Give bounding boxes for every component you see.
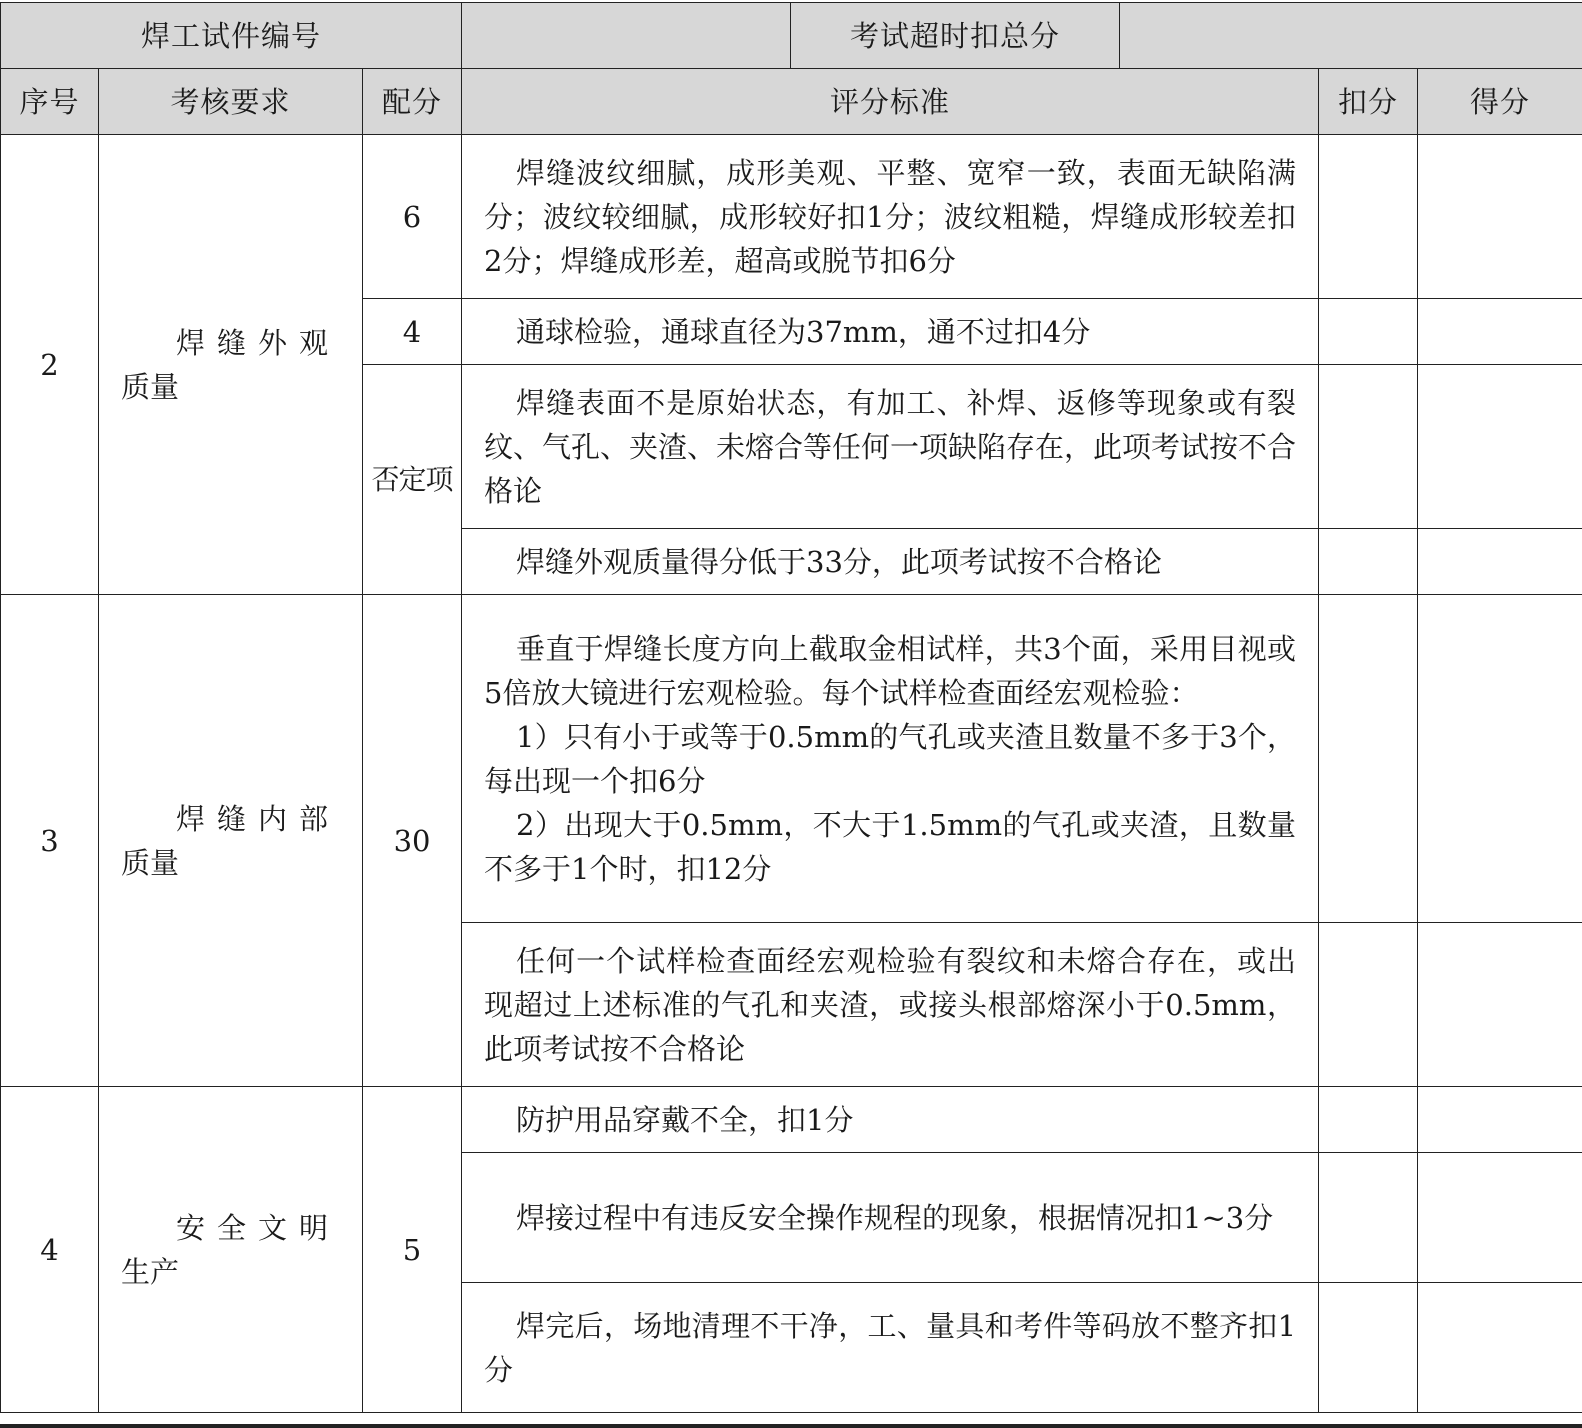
specimen-number-label: 焊工试件编号: [1, 3, 462, 69]
requirement-cell: [99, 135, 363, 595]
criteria-cell: [462, 529, 1319, 595]
criteria-cell: [462, 923, 1319, 1087]
requirement-line: 质量: [121, 369, 180, 404]
criteria-cell: [462, 365, 1319, 529]
criteria-cell: [462, 135, 1319, 299]
score-input[interactable]: [1418, 595, 1582, 923]
requirement-line: 质量: [121, 845, 180, 880]
overtime-deduction-label: 考试超时扣总分: [791, 3, 1120, 69]
criteria-text: 任何一个试样检查面经宏观检验有裂纹和未熔合存在，或出现超过上述标准的气孔和夹渣，或接头根部熔深小于0.5mm，此项考试按不合格论: [484, 943, 1297, 1066]
score-input[interactable]: [1418, 299, 1582, 365]
criteria-cell: [462, 1153, 1319, 1283]
column-header-criteria: 评分标准: [462, 69, 1319, 135]
specimen-number-value[interactable]: [462, 3, 791, 69]
score-input[interactable]: [1418, 135, 1582, 299]
criteria-text: 防护用品穿戴不全，扣1分: [516, 1102, 854, 1137]
points-cell: 30: [363, 595, 462, 1087]
criteria-text: 焊缝波纹细腻，成形美观、平整、宽窄一致，表面无缺陷满分；波纹较细腻，成形较好扣1分；波纹粗糙，焊缝成形较差扣2分；焊缝成形差，超高或脱节扣6分: [484, 155, 1297, 278]
criteria-cell: [462, 1283, 1319, 1413]
deduct-input[interactable]: [1319, 529, 1418, 595]
score-input[interactable]: [1418, 529, 1582, 595]
criteria-cell: [462, 1087, 1319, 1153]
criteria-text: 焊缝外观质量得分低于33分，此项考试按不合格论: [516, 544, 1162, 579]
row-index: 4: [1, 1087, 99, 1413]
deduct-input[interactable]: [1319, 365, 1418, 529]
requirement-line: 安全文明: [175, 1210, 340, 1245]
points-cell: 5: [363, 1087, 462, 1413]
bottom-rule: [0, 1424, 1582, 1428]
requirement-line: 焊缝内部: [175, 801, 340, 836]
row-index: 2: [1, 135, 99, 595]
deduct-input[interactable]: [1319, 1283, 1418, 1413]
column-header-deduct: 扣分: [1319, 69, 1418, 135]
deduct-input[interactable]: [1319, 1087, 1418, 1153]
table-row: [1, 1087, 1582, 1153]
requirement-cell: [99, 595, 363, 1087]
criteria-subitem: 1）只有小于或等于0.5mm的气孔或夹渣且数量不多于3个，每出现一个扣6分: [484, 719, 1297, 798]
score-input[interactable]: [1418, 1153, 1582, 1283]
table-row: [1, 595, 1582, 923]
score-input[interactable]: [1418, 923, 1582, 1087]
criteria-text: 焊接过程中有违反安全操作规程的现象，根据情况扣1~3分: [516, 1200, 1274, 1235]
score-input[interactable]: [1418, 1087, 1582, 1153]
overtime-deduction-value[interactable]: [1120, 3, 1582, 69]
column-header-score: 得分: [1418, 69, 1582, 135]
table-row: [1, 135, 1582, 299]
criteria-text: 通球检验，通球直径为37mm，通不过扣4分: [516, 314, 1091, 349]
deduct-input[interactable]: [1319, 299, 1418, 365]
scoring-table: [0, 2, 1582, 1413]
requirement-cell: [99, 1087, 363, 1413]
criteria-text: 焊完后，场地清理不干净，工、量具和考件等码放不整齐扣1分: [484, 1308, 1297, 1387]
points-cell: 6: [363, 135, 462, 299]
column-header-index: 序号: [1, 69, 99, 135]
deduct-input[interactable]: [1319, 135, 1418, 299]
criteria-cell: [462, 299, 1319, 365]
row-index: 3: [1, 595, 99, 1087]
column-header-requirement: 考核要求: [99, 69, 363, 135]
criteria-text: 垂直于焊缝长度方向上截取金相试样，共3个面，采用目视或5倍放大镜进行宏观检验。每个试样检查面经宏观检验：: [484, 631, 1297, 710]
deduct-input[interactable]: [1319, 595, 1418, 923]
criteria-cell: [462, 595, 1319, 923]
deduct-input[interactable]: [1319, 1153, 1418, 1283]
requirement-line: 生产: [121, 1254, 180, 1289]
deduct-input[interactable]: [1319, 923, 1418, 1087]
criteria-subitem: 2）出现大于0.5mm，不大于1.5mm的气孔或夹渣，且数量不多于1个时，扣12分: [484, 807, 1297, 886]
score-input[interactable]: [1418, 365, 1582, 529]
requirement-line: 焊缝外观: [175, 325, 340, 360]
criteria-text: 焊缝表面不是原始状态，有加工、补焊、返修等现象或有裂纹、气孔、夹渣、未熔合等任何一项缺陷存在，此项考试按不合格论: [484, 385, 1297, 508]
points-cell: 否定项: [363, 365, 462, 595]
points-cell: 4: [363, 299, 462, 365]
column-header-points: 配分: [363, 69, 462, 135]
score-input[interactable]: [1418, 1283, 1582, 1413]
